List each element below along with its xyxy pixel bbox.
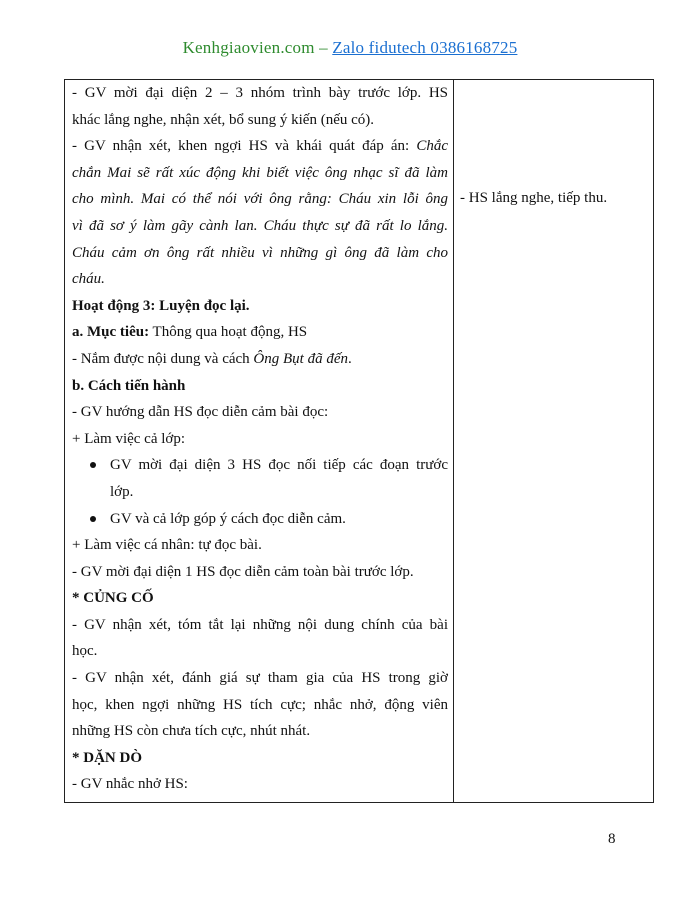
- text-line: học, khen ngợi những HS tích cực; nhắc nhở, động viên: [72, 696, 448, 713]
- student-response: - HS lắng nghe, tiếp thu.: [460, 190, 608, 206]
- text-line: - GV mời đại diện 1 HS đọc diễn cảm toàn bài trước lớp.: [72, 563, 414, 580]
- text-line: khác lắng nghe, nhận xét, bổ sung ý kiến (nếu có).: [72, 111, 374, 128]
- text-line: cháu.: [72, 271, 105, 288]
- text-line: + Làm việc cá nhân: tự đọc bài.: [72, 537, 262, 554]
- header-separator: –: [314, 38, 333, 57]
- text-line: vì đã sơ ý làm gãy cành lan. Cháu thực sự đã rất lo lắng.: [72, 217, 448, 234]
- text-line: - GV mời đại diện 2 – 3 nhóm trình bày trước lớp. HS: [72, 85, 448, 101]
- text-line: học.: [72, 643, 98, 660]
- text-line: Cháu cảm ơn ông rất nhiều vì những gì ông đã làm cho: [72, 244, 448, 261]
- homework-heading: * DẶN DÒ: [72, 749, 142, 766]
- text-line: - GV nhận xét, đánh giá sự tham gia của HS trong giờ: [72, 670, 448, 687]
- text-line: những HS còn chưa tích cực, nhút nhát.: [72, 723, 311, 740]
- goal-line: a. Mục tiêu: Thông qua hoạt động, HS: [72, 324, 308, 341]
- page-header: [0, 38, 700, 58]
- text-line: - GV nhắc nhở HS:: [72, 776, 188, 793]
- text-line: - GV nhận xét, tóm tắt lại những nội dung chính của bài: [72, 616, 448, 633]
- table-row: [65, 80, 654, 803]
- zalo-contact-link[interactable]: Zalo fidutech 0386168725: [332, 38, 518, 57]
- page-number: 8: [608, 831, 616, 847]
- goal-item: - Nắm được nội dung và cách Ông Bụt đã đến.: [72, 350, 352, 367]
- student-activities-cell: [454, 80, 654, 803]
- bullet-list: [72, 452, 448, 532]
- list-item: GV mời đại diện 3 HS đọc nối tiếp các đoạn trước lớp.: [110, 452, 448, 505]
- list-item: GV và cả lớp góp ý cách đọc diễn cảm.: [110, 506, 448, 533]
- lesson-plan-table: [64, 79, 654, 803]
- text-line: - GV hướng dẫn HS đọc diễn cảm bài đọc:: [72, 404, 329, 421]
- teacher-activities-cell: [65, 80, 454, 803]
- text-line: chắn Mai sẽ rất xúc động khi biết việc ông nhạc sĩ đã làm: [72, 164, 448, 181]
- text-line: - GV nhận xét, khen ngợi HS và khái quát đáp án: Chắc: [72, 138, 448, 155]
- site-link[interactable]: Kenhgiaovien.com: [182, 38, 315, 57]
- consolidate-heading: * CỦNG CỐ: [72, 590, 154, 607]
- text-line: cho mình. Mai có thể nói với ông rằng: Cháu xin lỗi ông: [72, 191, 448, 208]
- text-line: + Làm việc cả lớp:: [72, 430, 186, 447]
- activity-heading: Hoạt động 3: Luyện đọc lại.: [72, 297, 250, 314]
- method-heading: b. Cách tiến hành: [72, 377, 186, 394]
